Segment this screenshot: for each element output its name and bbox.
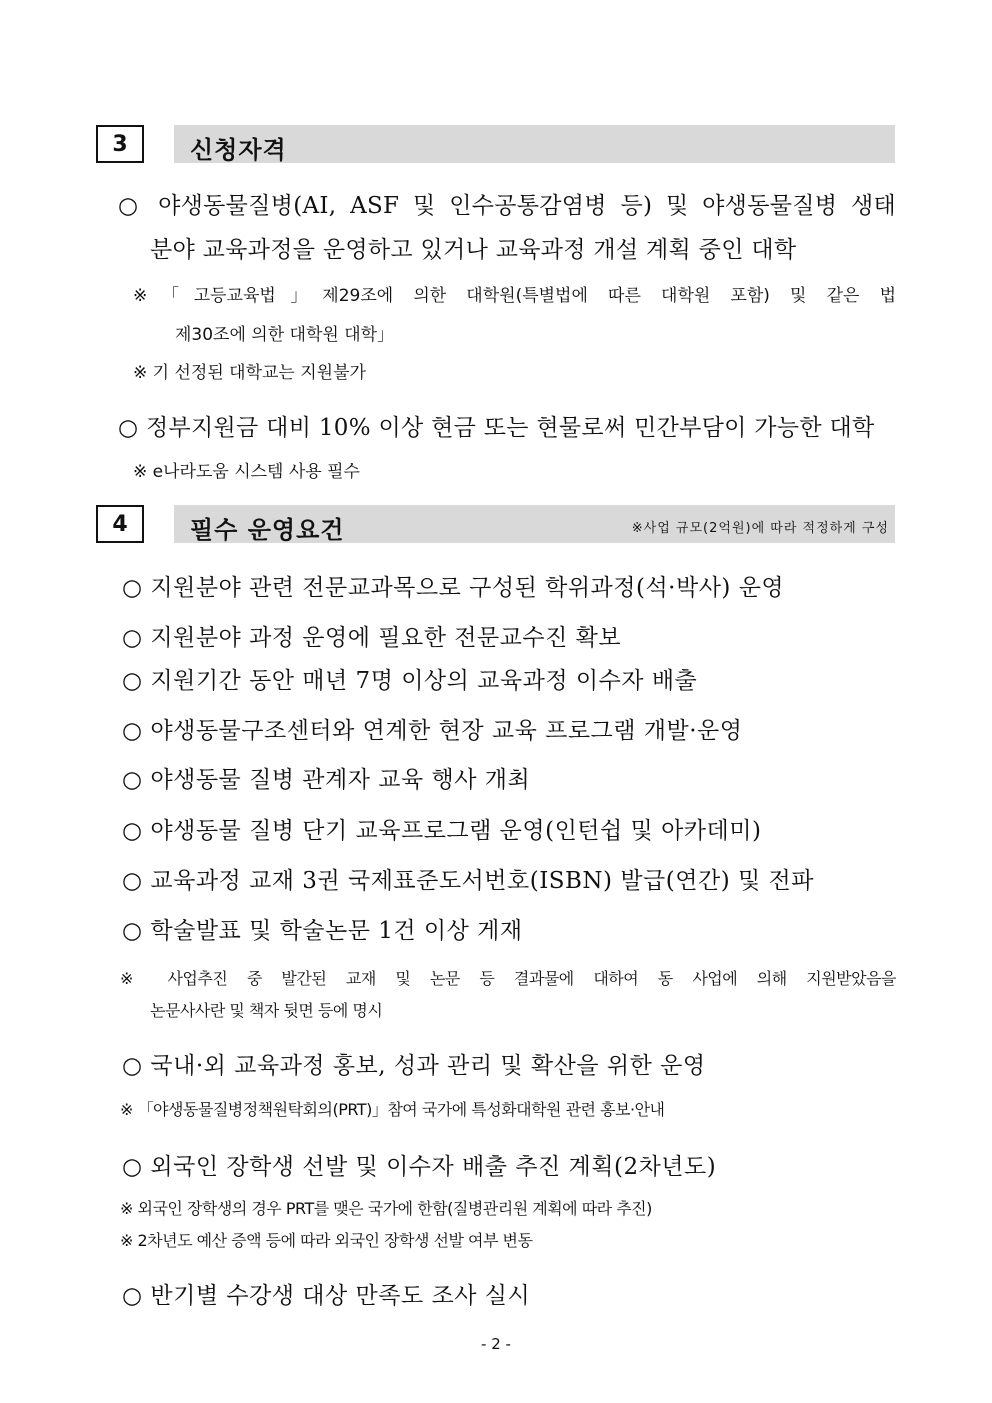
list-item: ○ 외국인 장학생 선발 및 이수자 배출 추진 계획(2차년도) [122,1154,717,1180]
bullet-item: ○ 야생동물질병(AI, ASF 및 인수공통감염병 등) 및 야생동물질병 생태 [118,193,896,219]
list-item: ○ 반기별 수강생 대상 만족도 조사 실시 [122,1283,531,1309]
section-3-header [96,125,896,165]
list-item: ○ 야생동물 질병 단기 교육프로그램 운영(인턴쉽 및 아카데미) [122,818,762,844]
note-continuation: 제30조에 의한 대학원 대학」 [175,325,395,345]
note: ※ e나라도움 시스템 사용 필수 [133,462,360,482]
section-number: 4 [112,511,128,537]
list-item: ○ 지원기간 동안 매년 7명 이상의 교육과정 이수자 배출 [122,668,698,694]
section-number: 3 [112,131,128,157]
section-number-box [96,125,144,163]
section-title-bar [174,125,895,163]
note: ※ 기 선정된 대학교는 지원불가 [133,363,366,383]
note-continuation: 논문사사란 및 책자 뒷면 등에 명시 [150,1001,383,1020]
list-item: ○ 지원분야 과정 운영에 필요한 전문교수진 확보 [122,625,622,651]
section-title-bar [174,505,895,543]
list-item: ○ 국내·외 교육과정 홍보, 성과 관리 및 확산을 위한 운영 [122,1053,706,1079]
note: ※ 「야생동물질병정책원탁회의(PRT)」참여 국가에 특성화대학원 관련 홍보·안내 [120,1100,665,1119]
section-title: 신청자격 [190,136,287,164]
section-4-header [96,505,896,545]
note: ※ 외국인 장학생의 경우 PRT를 맺은 국가에 한함(질병관리원 계획에 따라 추진) [120,1199,652,1218]
list-item: ○ 야생동물 질병 관계자 교육 행사 개최 [122,767,531,793]
note: ※「고등교육법」제29조에 의한 대학원(특별법에 따른 대학원 포함) 및 같은 법 [133,286,896,306]
section-number-box [96,505,144,543]
note: ※ 2차년도 예산 증액 등에 따라 외국인 장학생 선발 여부 변동 [120,1231,533,1250]
note: ※ 사업추진 중 발간된 교재 및 논문 등 결과물에 대하여 동 사업에 의해 지원받았음을 [120,969,896,988]
list-item: ○ 학술발표 및 학술논문 1건 이상 게재 [122,918,523,944]
list-item: ○ 교육과정 교재 3권 국제표준도서번호(ISBN) 발급(연간) 및 전파 [122,868,814,894]
list-item: ○ 지원분야 관련 전문교과목으로 구성된 학위과정(석·박사) 운영 [122,575,785,601]
section-title-note: ※사업 규모(2억원)에 따라 적정하게 구성 [631,521,889,536]
list-item: ○ 야생동물구조센터와 연계한 현장 교육 프로그램 개발·운영 [122,718,743,744]
page-number: - 2 - [481,1335,511,1353]
bullet-item: ○ 정부지원금 대비 10% 이상 현금 또는 현물로써 민간부담이 가능한 대학 [118,415,875,441]
bullet-item-continuation: 분야 교육과정을 운영하고 있거나 교육과정 개설 계획 중인 대학 [150,237,797,263]
section-title: 필수 운영요건 [190,516,345,544]
